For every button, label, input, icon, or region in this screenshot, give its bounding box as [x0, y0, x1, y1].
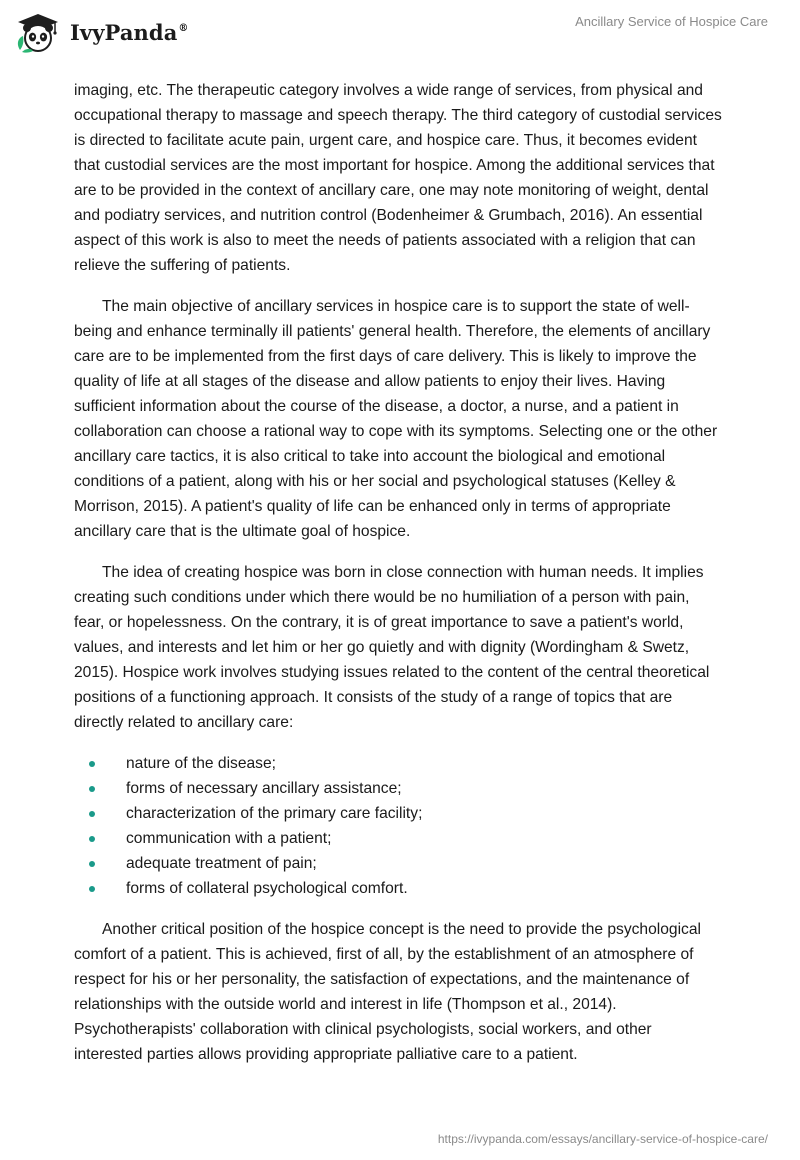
paragraph: imaging, etc. The therapeutic category involves a wide range of services, from physical and occupational therapy to massage and speech therapy. The third category of custodial services is directed to facilitate acute pain, urgent care, and hospice care. Thus, it becomes evident that custodial services are the most important for hospice. Among the additional services that are to be provided in the context of ancillary care, one may note monitoring of weight, dental and podiatry services, and nutrition control (Bodenheimer & Grumbach, 2016). An essential aspect of this work is also to meet the needs of patients associated with a religion that can relieve the suffering of patients.	[74, 82, 722, 274]
registered-mark: ®	[178, 22, 189, 34]
page-header	[0, 0, 800, 70]
list-item	[74, 851, 724, 876]
topic-list	[74, 751, 724, 901]
paragraph: Another critical position of the hospice concept is the need to provide the psychological comfort of a patient. This is achieved, first of all, by the establishment of an atmosphere of respect for his or her personality, the satisfaction of expectations, and the maintenance of relationships with the outside world and interest in life (Thompson et al., 2014). Psychotherapists' collaboration with clinical psychologists, social workers, and other interested parties allows providing appropriate palliative care to a patient.	[74, 921, 701, 1063]
paragraph: The main objective of ancillary services in hospice care is to support the state of well-being and enhance terminally ill patients' general health. Therefore, the elements of ancillary care are to be implemented from the first days of care delivery. This is likely to improve the quality of life at all stages of the disease and allow patients to enjoy their lives. Having sufficient information about the course of the disease, a doctor, a nurse, and a patient in collaboration can choose a rational way to cope with its symptoms. Selecting one or the other ancillary care tactics, it is also critical to take into account the biological and emotional conditions of a patient, along with his or her social and psychological statuses (Kelley & Morrison, 2015). A patient's quality of life can be enhanced only in terms of appropriate ancillary care that is the ultimate goal of hospice.	[74, 298, 718, 540]
source-url[interactable]: https://ivypanda.com/essays/ancillary-service-of-hospice-care/	[437, 1132, 768, 1146]
list-item-text: forms of collateral psychological comfort.	[126, 880, 408, 897]
list-item	[74, 776, 724, 801]
list-item	[74, 801, 724, 826]
list-item-text: forms of necessary ancillary assistance;	[126, 780, 402, 797]
bullet-icon	[89, 811, 95, 817]
list-item-text: adequate treatment of pain;	[126, 855, 317, 872]
brand-name: IvyPanda®	[70, 19, 189, 45]
bullet-icon	[89, 786, 95, 792]
bullet-icon	[89, 861, 95, 867]
bullet-icon	[89, 836, 95, 842]
list-item-text: communication with a patient;	[126, 830, 332, 847]
brand-logo[interactable]	[14, 10, 189, 54]
panda-logo-icon	[14, 10, 66, 54]
bullet-icon	[89, 886, 95, 892]
list-item-text: characterization of the primary care facility;	[126, 805, 423, 822]
bullet-icon	[89, 761, 95, 767]
paragraph: The idea of creating hospice was born in close connection with human needs. It implies creating such conditions under which there would be no humiliation of a person with pain, fear, or hopelessness. On the contrary, it is of great importance to save a patient's world, values, and interests and let him or her go quietly and with dignity (Wordingham & Swetz, 2015). Hospice work involves studying issues related to the content of the central theoretical positions of a functioning approach. It consists of the study of a range of topics that are directly related to ancillary care:	[74, 564, 710, 731]
document-title: Ancillary Service of Hospice Care	[575, 14, 768, 29]
list-item-text: nature of the disease;	[126, 755, 276, 772]
essay-body	[74, 78, 724, 1083]
list-item	[74, 876, 724, 901]
list-item	[74, 826, 724, 851]
list-item	[74, 751, 724, 776]
